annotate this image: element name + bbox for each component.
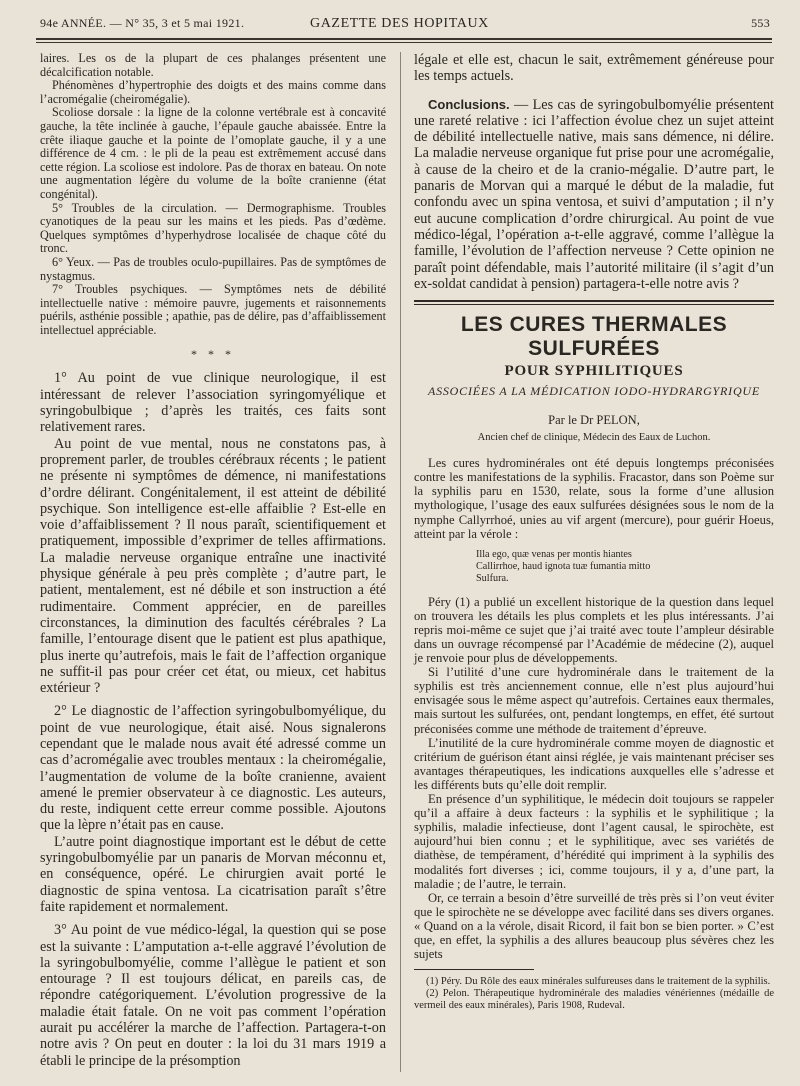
paragraph: 3° Au point de vue médico-légal, la question qui se pose est la suivante : L’amputation a-t-elle aggravé l’évolution de la syringobulbomyélie, comme l’allègue le patient et son entourage ? Il est toujours délicat, en pareils cas, de répondre catégoriquement. L’évolution progressive de la maladie était fatale. On ne voit pas comment l’opération aurait pu accélérer la marche de l’affection. Partagera-t-on notre avis ? On peut en douter : la loi du 31 mars 1919 a établi le principe de la présomption <box>40 922 386 1069</box>
article-subtitle: POUR SYPHILITIQUES <box>504 363 684 380</box>
quote-line: Illa ego, quæ venas per montis hiantes <box>476 548 632 560</box>
paragraph: Phénomènes d’hypertrophie des doigts et des mains comme dans l’acromégalie (cheiromégalie). <box>40 78 386 106</box>
column-separator <box>400 52 401 1072</box>
paragraph: 5° Troubles de la circulation. — Dermographisme. Troubles cyanotiques de la peau sur les mains et les pieds. Pas d’œdème. Quelques symptômes d’hyperhydrose localisée de chaque côté du tronc. <box>40 200 386 256</box>
article-author: Par le Dr PELON, <box>548 413 640 428</box>
header-rule <box>36 38 772 40</box>
quote-line: Sulfura. <box>476 572 509 584</box>
paragraph: laires. Les os de la plupart de ces phalanges présentent une décalcification notable. <box>40 51 386 79</box>
paragraph: légale et elle est, chacun le sait, extrêmement généreuse pour les temps actuels. <box>414 52 774 85</box>
paragraph: Les cures hydrominérales ont été depuis longtemps préconisées contre les manifestations de la syphilis. Fracastor, dans son Poème sur la syphilis paru en 1530, relate, sous la forme d’une allusion mythologique, l’usage des eaux sulfurées désignées sous le nom de la nymphe Callyrrhoé, unies au vif argent (mercure), pour guérir Hoeus, atteint par la vérole : <box>414 456 774 541</box>
right-column <box>414 52 774 1012</box>
header-rule-thin <box>36 42 772 43</box>
paragraph: 1° Au point de vue clinique neurologique, il est intéressant de relever l’association syringomyélique et syringobulbique ; d’après les traités, ces faits sont relativement rares. <box>40 370 386 436</box>
paragraph: Au point de vue mental, nous ne constatons pas, à proprement parler, de troubles cérébraux récents ; le patient ne présente ni symptômes de démence, ni manifestations d’ordre délirant. Congénitalement, il est atteint de débilité psychique. Son intelligence est-elle affaiblie ? Est-elle en voie d’affaiblissement ? Il nous paraît, scientifiquement et pratiquement, impossible d’exprimer de telles affirmations. La maladie nerveuse organique entraîne une inactivité physique générale à peu près complète ; d’autre part, le patient, mentalement, est né débile et son instruction a été rudimentaire. Comment apprécier, en de pareilles circonstances, la diminution des facultés cérébrales ? La famille, l’entourage disent que le patient est plus apathique, plus inerte qu’autrefois, mais le fait de l’affection organique ne suffit-il pas pour créer cet état, ou mieux, cet habitus extérieur ? <box>40 435 386 697</box>
article-title: LES CURES THERMALES SULFURÉES <box>460 313 728 361</box>
conclusions-text: — Les cas de syringobulbomyélie présentent une rareté relative : ici l’affection évolue chez un sujet atteint de débilité intellectuelle native, mais sans démence, ni délire. La maladie nerveuse organique fut prise pour une acromégalie, à cause de la cheiro et de la cranio-mégalie. D’autre part, le panaris de Morvan qui a marqué le début de la maladie, fut confondu avec un spina ventosa, et suivi d’amputation ; il n’y eut aucune complication d’ordre chirurgical. Au point de vue médico-légal, l’opération a-t-elle aggravé, comme l’allègue la famille, l’évolution de l’affection nerveuse ? Cette opinion ne paraît point défendable, mais l’autorité militaire (il s’agit d’un ex-soldat candidat à pension) partagera-t-elle notre avis ? <box>414 96 774 292</box>
paragraph: 6° Yeux. — Pas de troubles oculo-pupillaires. Pas de symptômes de nystagmus. <box>40 254 386 283</box>
footnote: (2) Pelon. Thérapeutique hydrominérale des maladies vénériennes (médaille de vermeil des eaux minérales), Paris 1908, Rudeval. <box>414 988 774 1012</box>
paragraph: L’autre point diagnostique important est le début de cette syringobulbomyélie par un panaris de Morvan méconnu et, en conséquence, opéré. Le chirurgien avait porté le diagnostic de spina ventosa. La cicatrisation paraît s’être faite rapidement et normalement. <box>40 833 386 915</box>
paragraph: 2° Le diagnostic de l’affection syringobulbomyélique, du point de vue neurologique, était aisé. Nous signalerons cependant que le malade nous avait été adressé comme un cas d’acromégalie avec troubles mentaux : la cheiromégalie, l’augmentation de volume de la boîte cranienne, avaient amené le premier observateur à ce diagnostic. Les auteurs, du reste, indiquent cette erreur comme possible. Ajoutons que la lèpre n’était pas en cause. <box>40 703 386 834</box>
quote-line: Callirrhoe, haud ignota tuæ fumantia mitto <box>476 560 651 572</box>
paragraph: En présence d’un syphilitique, le médecin doit toujours se rappeler qu’il a affaire à deux facteurs : la syphilis et le syphilitique ; la syphilis, maladie infectieuse, dont l’agent causal, le spirochète, est aujourd’hui bien connu ; et le syphilitique, avec ses variétés de diathèse, de tempérament, d’hérédité qui impriment à la syphilis des modalités fort diverses ; ici, comme toujours, il y a, d’une part, la maladie ; de l’autre, le terrain. <box>414 792 774 891</box>
article-rule-thin <box>414 304 774 305</box>
page-header <box>40 14 770 34</box>
paragraph: Péry (1) a publié un excellent historique de la question dans lequel on trouvera les détails les plus complets et les plus intéressants. J’ai repris moi-même ce sujet que j’ai traité avec toute l’ampleur désirable dans un ouvrage récompensé par l’Académie de médecine (2), auquel je renvoie pour plus de développements. <box>414 594 774 666</box>
paragraph: L’inutilité de la cure hydrominérale comme moyen de diagnostic et critérium de guérison étant ainsi réglée, je vais maintenant préciser ses avantages thérapeutiques, les indications auxquelles elle s’adresse et les différents buts qu’elle doit remplir. <box>414 735 774 792</box>
footnote-rule <box>414 969 534 970</box>
latin-quote <box>476 549 774 585</box>
paragraph: Si l’utilité d’une cure hydrominérale dans le traitement de la syphilis est très anciennement connue, elle n’est plus aujourd’hui envisagée sous le même aspect qu’autrefois. Certaines eaux thermales, mais surtout les sulfurées, ont, pendant longtemps, en effet, été surtout préconisées comme une méthode de traitement d’épreuve. <box>414 665 774 736</box>
journal-title: GAZETTE DES HOPITAUX <box>310 16 489 31</box>
left-column <box>40 52 386 1069</box>
footnote: (1) Péry. Du Rôle des eaux minérales sulfureuses dans le traitement de la syphilis. <box>426 976 771 988</box>
conclusions-lead: Conclusions. <box>428 96 510 112</box>
paragraph: 7° Troubles psychiques. — Symptômes nets de débilité intellectuelle native : mémoire pauvre, jugements et raisonnements puérils, asthénie possible ; apathie, pas de délire, pas d’affaiblissement intellectuel appréciable. <box>40 282 386 337</box>
article-subtitle-2: ASSOCIÉES A LA MÉDICATION IODO-HYDRARGYRIQUE <box>427 384 761 399</box>
conclusions-paragraph <box>414 97 774 293</box>
paragraph: Scoliose dorsale : la ligne de la colonne vertébrale est à concavité gauche, la tête inclinée à gauche, l’épaule gauche abaissée. Entre la crête iliaque gauche et la pointe de l’omoplate gauche, il y a une différence de 4 cm. : le pli de la peau est extrêmement accusé dans cette région. La scoliose est indolore. Pas de thorax en bateau. On note une augmentation légère du volume de la boîte cranienne (état congénital). <box>40 105 386 201</box>
page-number: 553 <box>751 16 770 30</box>
paragraph: Or, ce terrain a besoin d’être surveillé de très près si l’on veut éviter que le spirochète ne se développe avec facilité dans ses divers organes. « Quand on a la vérole, disait Ricord, il fait bon se bien porter. » C’est que, en effet, la syphilis a des allures beaucoup plus sévères chez les sujets <box>414 890 774 962</box>
section-separator: * * * <box>191 347 235 362</box>
issue-info: 94e ANNÉE. — N° 35, 3 et 5 mai 1921. <box>40 16 245 30</box>
article-rule <box>414 300 774 302</box>
author-affiliation: Ancien chef de clinique, Médecin des Eaux de Luchon. <box>477 432 711 444</box>
